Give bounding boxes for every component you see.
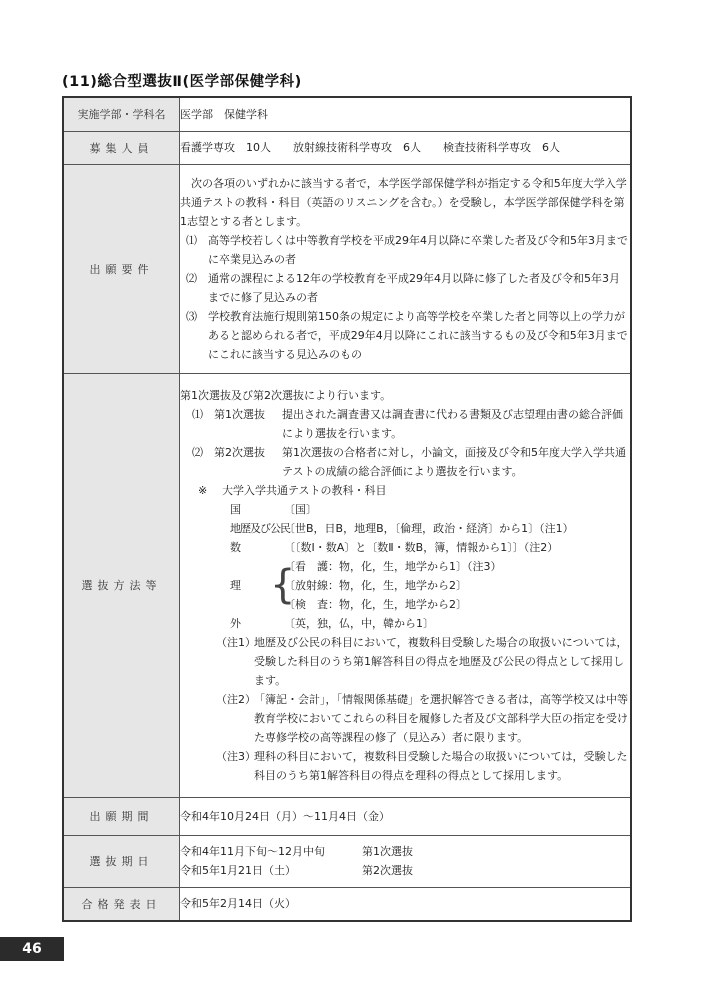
schedule-date: 令和4年11月下旬～12月中旬	[180, 845, 325, 858]
value-eligibility	[180, 164, 632, 373]
subject-value: 〔国〕	[284, 502, 317, 516]
subject-value: 〔〔数Ⅰ・数A〕と〔数Ⅱ・数B，簿，情報から1〕〕（注2）	[284, 540, 559, 554]
stage-text: 提出された調査書又は調査書に代わる書類及び志望理由書の総合評価により選抜を行います。	[282, 407, 623, 440]
footnote-number: （注3）	[216, 749, 256, 763]
brace-icon: {	[270, 561, 296, 608]
footnote	[180, 633, 630, 690]
science-options	[284, 557, 502, 614]
eligibility-item	[180, 231, 630, 269]
subject-row	[180, 614, 630, 633]
subject-key: 数	[230, 540, 241, 554]
row-selection-dates	[63, 835, 631, 887]
footnote	[180, 690, 630, 747]
footnote-text: 「簿記・会計」，「情報関係基礎」を選択解答できる者は，高等学校又は中等教育学校においてこれらの科目を履修した者及び文部科学大臣の指定を受けた専修学校の高等課程の修了（見込み）者に限ります。	[254, 692, 628, 744]
item-text: 学校教育法施行規則第150条の規定により高等学校を卒業した者と同等以上の学力があると認められる者で，平成29年4月以降にこれに該当するもの及び令和5年3月までにこれに該当する見込みのもの	[208, 309, 628, 361]
row-announcement	[63, 887, 631, 921]
section-heading: (11)総合型選抜Ⅱ(医学部保健学科)	[62, 74, 302, 90]
item-number: ⑶	[186, 309, 197, 323]
subject-key: 外	[230, 616, 241, 630]
row-capacity	[63, 131, 631, 164]
subjects-note	[180, 481, 630, 500]
value-selection-dates	[180, 835, 632, 887]
stage-name: 第1次選抜	[214, 407, 265, 421]
value-application-period: 令和4年10月24日（月）～11月4日（金）	[180, 797, 632, 835]
row-eligibility	[63, 164, 631, 373]
schedule-row	[180, 861, 630, 880]
label-selection-dates: 選抜期日	[63, 835, 180, 887]
subject-key: 地歴及び公民	[230, 521, 290, 535]
label-announcement: 合格発表日	[63, 887, 180, 921]
selection-stage	[180, 443, 630, 481]
eligibility-intro: 次の各項のいずれかに該当する者で，本学医学部保健学科が指定する令和5年度大学入学共通テストの教科・科目（英語のリスニングを含む。）を受験し，本学医学部保健学科を第1志望とする者とします。	[180, 176, 627, 228]
value-faculty: 医学部 保健学科	[180, 97, 632, 131]
item-number: ⑵	[186, 271, 197, 285]
science-subjects	[180, 557, 630, 614]
label-eligibility: 出願要件	[63, 164, 180, 373]
subject-row	[180, 500, 630, 519]
label-selection: 選抜方法等	[63, 373, 180, 797]
footnote	[180, 747, 630, 785]
footnote-number: （注1）	[216, 635, 256, 649]
admission-requirements-table	[62, 96, 632, 922]
selection-intro: 第1次選抜及び第2次選抜により行います。	[180, 388, 392, 402]
stage-number: ⑴	[192, 407, 203, 421]
science-option: 〔放射線：物，化，生，地学から2〕	[284, 578, 467, 592]
page-number: 46	[0, 937, 64, 961]
row-application-period	[63, 797, 631, 835]
stage-number: ⑵	[192, 445, 203, 459]
eligibility-item	[180, 307, 630, 364]
item-number: ⑴	[186, 233, 197, 247]
footnote-text: 地歴及び公民の科目において，複数科目受験した場合の取扱いについては，受験した科目のうち第1解答科目の得点を地歴及び公民の得点として採用します。	[254, 635, 628, 687]
eligibility-item	[180, 269, 630, 307]
item-text: 高等学校若しくは中等教育学校を平成29年4月以降に卒業した者及び令和5年3月までに卒業見込みの者	[208, 233, 628, 266]
note-mark: ※	[198, 483, 208, 497]
subject-key: 国	[230, 502, 241, 516]
stage-text: 第1次選抜の合格者に対し，小論文，面接及び令和5年度大学入学共通テストの成績の総合評価により選抜を行います。	[282, 445, 626, 478]
selection-stage	[180, 405, 630, 443]
subject-key: 理	[230, 578, 241, 592]
subject-row	[180, 538, 630, 557]
note-title: 大学入学共通テストの教科・科目	[222, 483, 387, 497]
science-option: 〔検 査：物，化，生，地学から2〕	[284, 597, 467, 611]
footnote-number: （注2）	[216, 692, 256, 706]
subject-value: 〔世B，日B，地理B，〔倫理，政治・経済〕から1〕（注1）	[284, 521, 574, 535]
schedule-row	[180, 842, 630, 861]
value-capacity: 看護学専攻 10人 放射線技術科学専攻 6人 検査技術科学専攻 6人	[180, 131, 632, 164]
label-capacity: 募集人員	[63, 131, 180, 164]
item-text: 通常の課程による12年の学校教育を平成29年4月以降に修了した者及び令和5年3月までに修了見込みの者	[208, 271, 620, 304]
row-faculty	[63, 97, 631, 131]
label-application-period: 出願期間	[63, 797, 180, 835]
subject-row	[180, 519, 630, 538]
row-selection	[63, 373, 631, 797]
label-faculty: 実施学部・学科名	[63, 97, 180, 131]
schedule-stage: 第1次選抜	[362, 845, 413, 858]
science-option: 〔看 護：物，化，生，地学から1〕（注3）	[284, 559, 502, 573]
subject-value: 〔英，独，仏，中，韓から1〕	[284, 616, 434, 630]
schedule-stage: 第2次選抜	[362, 864, 413, 877]
value-announcement: 令和5年2月14日（火）	[180, 887, 632, 921]
schedule-date: 令和5年1月21日（土）	[180, 864, 296, 877]
value-selection	[180, 373, 632, 797]
footnote-text: 理科の科目において，複数科目受験した場合の取扱いについては，受験した科目のうち第1解答科目の得点を理科の得点として採用します。	[254, 749, 628, 782]
stage-name: 第2次選抜	[214, 445, 265, 459]
